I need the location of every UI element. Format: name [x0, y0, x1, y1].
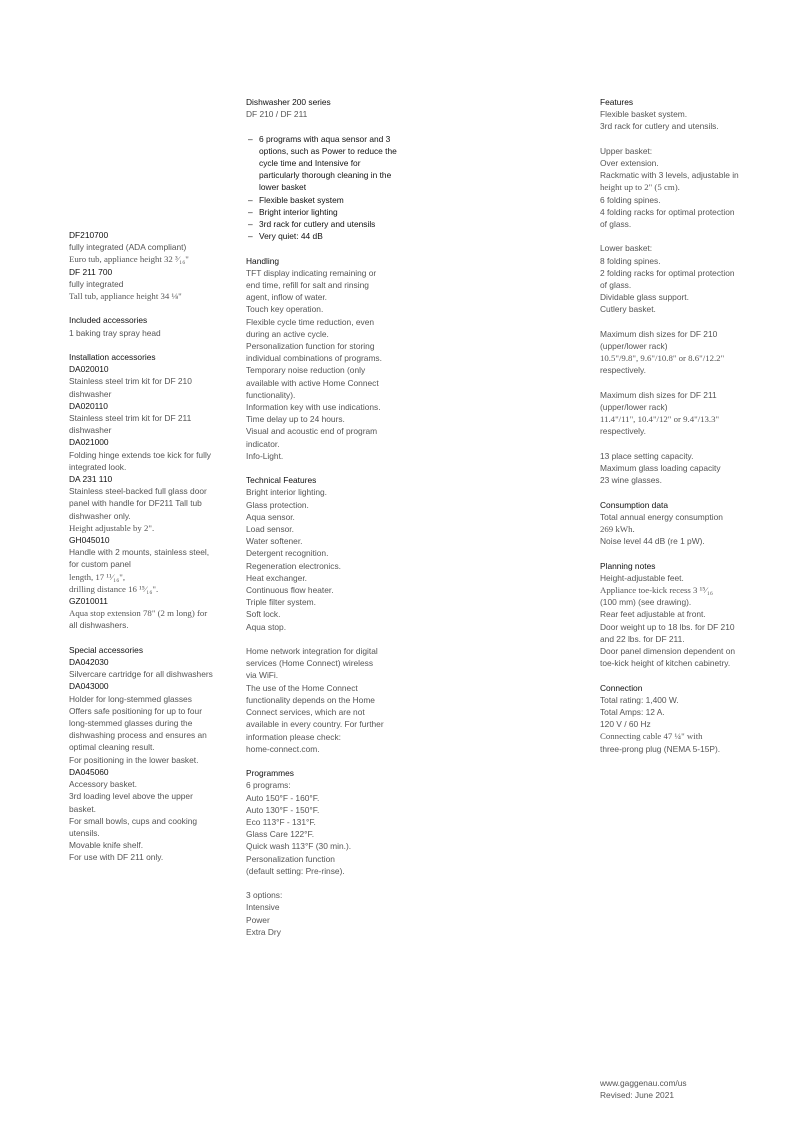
- accessory-note: Aqua stop extension 78" (2 m long) for: [69, 608, 208, 619]
- series-models: DF 210 / DF 211: [246, 109, 308, 120]
- bullet-item: – Flexible basket system: [259, 194, 406, 206]
- upper-basket-height: height up to 2" (5 cm).: [600, 182, 680, 193]
- dish-size-tail: respectively.: [600, 426, 646, 437]
- connection-plug: three-prong plug (NEMA 5-15P).: [600, 743, 721, 754]
- bullet-item: – Bright interior lighting: [259, 206, 406, 218]
- footer-url[interactable]: www.gaggenau.com/us: [600, 1078, 687, 1088]
- model-height: Euro tub, appliance height 32 ³⁄₁₆": [69, 254, 189, 265]
- footer-revised: Revised: June 2021: [600, 1090, 675, 1101]
- section-heading: Included accessories: [69, 315, 148, 326]
- accessory-code: GH045010: [69, 535, 110, 546]
- accessory-desc: Stainless steel-backed full glass door panel with handle for DF211 Tall tub dishwasher only.: [69, 486, 207, 521]
- accessory-desc: Stainless steel trim kit for DF 211 dishwasher: [69, 413, 192, 436]
- bullet-item: – Very quiet: 44 dB: [259, 230, 406, 242]
- included-item: 1 baking tray spray head: [69, 327, 161, 338]
- section-heading: Connection: [600, 682, 643, 693]
- section-heading: Special accessories: [69, 644, 144, 655]
- capacity-text: 13 place setting capacity. Maximum glass loading capacity 23 wine glasses.: [600, 450, 721, 486]
- column-features: [600, 96, 765, 755]
- consumption-value: 269 kWh.: [600, 524, 635, 535]
- upper-basket-text: 6 folding spines. 4 folding racks for optimal protection of glass.: [600, 194, 735, 230]
- connection-cable: Connecting cable 47 ¼" with: [600, 731, 703, 742]
- consumption-text: Total annual energy consumption: [600, 511, 723, 522]
- options-text: 3 options: Intensive Power Extra Dry: [246, 890, 283, 937]
- column-models: [69, 229, 234, 864]
- features-text: Flexible basket system. 3rd rack for cutlery and utensils.: [600, 109, 719, 132]
- planning-text: (100 mm) (see drawing). Rear feet adjustable at front. Door weight up to 18 lbs. for DF 210 and 22 lbs. for DF 211. Door panel dimension dependent on toe-kick height of kitchen cabinetry.: [600, 597, 736, 669]
- section-heading: Consumption data: [600, 499, 668, 510]
- section-heading: Features: [600, 97, 634, 107]
- model-height: Tall tub, appliance height 34 ⅛": [69, 291, 182, 302]
- accessory-code: DA020010: [69, 364, 109, 375]
- section-heading: Handling: [246, 255, 280, 266]
- section-heading: Technical Features: [246, 475, 317, 486]
- connection-text: Total rating: 1,400 W. Total Amps: 12 A. 120 V / 60 Hz: [600, 694, 679, 730]
- accessory-code: DA020110: [69, 400, 108, 411]
- accessory-code: DA042030: [69, 657, 109, 668]
- technical-text: Bright interior lighting. Glass protection. Aqua sensor. Load sensor. Water softener. Detergent recognition. Regeneration electronics. Heat exchanger. Continuous flow heater. Triple filter system. Soft lock. Aqua stop.: [246, 487, 341, 632]
- bullet-item: – 6 programs with aqua sensor and 3 options, such as Power to reduce the cycle time and Intensive for particularly thorough cleaning in the lower basket: [259, 133, 399, 194]
- lower-basket-text: Lower basket: 8 folding spines. 2 folding racks for optimal protection of glass. Dividable glass support. Cutlery basket.: [600, 243, 735, 315]
- accessory-desc: Folding hinge extends toe kick for fully integrated look.: [69, 449, 211, 472]
- accessory-code: DA 231 110: [69, 474, 113, 485]
- dish-size-text: Maximum dish sizes for DF 210 (upper/lower rack): [600, 328, 718, 352]
- accessory-desc: Handle with 2 mounts, stainless steel, for custom panel: [69, 547, 210, 570]
- accessory-desc: Accessory basket. 3rd loading level above the upper basket. For small bowls, cups and cooking utensils. Movable knife shelf. For use with DF 211 only.: [69, 779, 198, 863]
- accessory-code: DA043000: [69, 681, 109, 692]
- bullet-item: – 3rd rack for cutlery and utensils: [259, 218, 406, 230]
- planning-recess: Appliance toe-kick recess 3 ¹⁵⁄₁₆: [600, 585, 713, 596]
- upper-basket-text: Upper basket: Over extension. Rackmatic with 3 levels, adjustable in: [600, 145, 739, 181]
- column-overview: [246, 96, 406, 938]
- section-heading: Planning notes: [600, 560, 656, 571]
- accessory-note: Height adjustable by 2".: [69, 522, 155, 533]
- accessory-desc: Holder for long-stemmed glasses Offers safe positioning for up to four long-stemmed glasses during the dishwashing process and ensures an optimal cleaning result. For positioning in the lower basket.: [69, 693, 207, 765]
- model-desc: fully integrated (ADA compliant): [69, 242, 187, 253]
- model-code: DF 211 700: [69, 266, 113, 277]
- accessory-desc: all dishwashers.: [69, 620, 129, 631]
- model-desc: fully integrated: [69, 278, 124, 289]
- accessory-code: DA021000: [69, 437, 109, 448]
- noise-level: Noise level 44 dB (re 1 pW).: [600, 536, 705, 547]
- programmes-text: 6 programs: Auto 150°F - 160°F. Auto 130°F - 150°F. Eco 113°F - 131°F. Glass Care 122°F. Quick wash 113°F (30 min.). Personalization function (default setting: Pre-rinse).: [246, 780, 352, 876]
- dish-size-text: Maximum dish sizes for DF 211 (upper/lower rack): [600, 389, 717, 413]
- dish-size-values: 11.4"/11", 10.4"/12" or 9.4"/13.3": [600, 414, 720, 425]
- section-heading: Programmes: [246, 768, 294, 779]
- model-code: DF210700: [69, 230, 109, 240]
- accessory-desc: Stainless steel trim kit for DF 210 dishwasher: [69, 376, 192, 399]
- section-heading: Installation accessories: [69, 352, 156, 362]
- network-text: Home network integration for digital services (Home Connect) wireless via WiFi. The use of the Home Connect functionality depends on the Home Connect services, which are not available in every country. For further information please check: home-connect.com.: [246, 646, 384, 754]
- accessory-note: length, 17 ¹¹⁄₁₆", drilling distance 16 ¹⁵⁄₁₆".: [69, 571, 159, 594]
- footer: [600, 1077, 760, 1101]
- dish-size-values: 10.5"/9.8", 9.6"/10.8" or 8.6"/12.2": [600, 353, 725, 364]
- accessory-desc: Silvercare cartridge for all dishwashers: [69, 669, 213, 680]
- planning-text: Height-adjustable feet.: [600, 572, 684, 583]
- dish-size-tail: respectively.: [600, 365, 646, 376]
- accessory-code: DA045060: [69, 766, 109, 777]
- series-title: Dishwasher 200 series: [246, 97, 331, 107]
- accessory-code: GZ010011: [69, 596, 108, 607]
- handling-text: TFT display indicating remaining or end time, refill for salt and rinsing agent, inflow of water. Touch key operation. Flexible cycle time reduction, even during an active cycle. Personalization function for storing individual combinations of programs. Temporary noise reduction (only available with active Home Connect functionality). Information key with use indications. Time delay up to 24 hours. Visual and acoustic end of program indicator. Info-Light.: [246, 267, 382, 461]
- feature-bullets: [246, 133, 406, 243]
